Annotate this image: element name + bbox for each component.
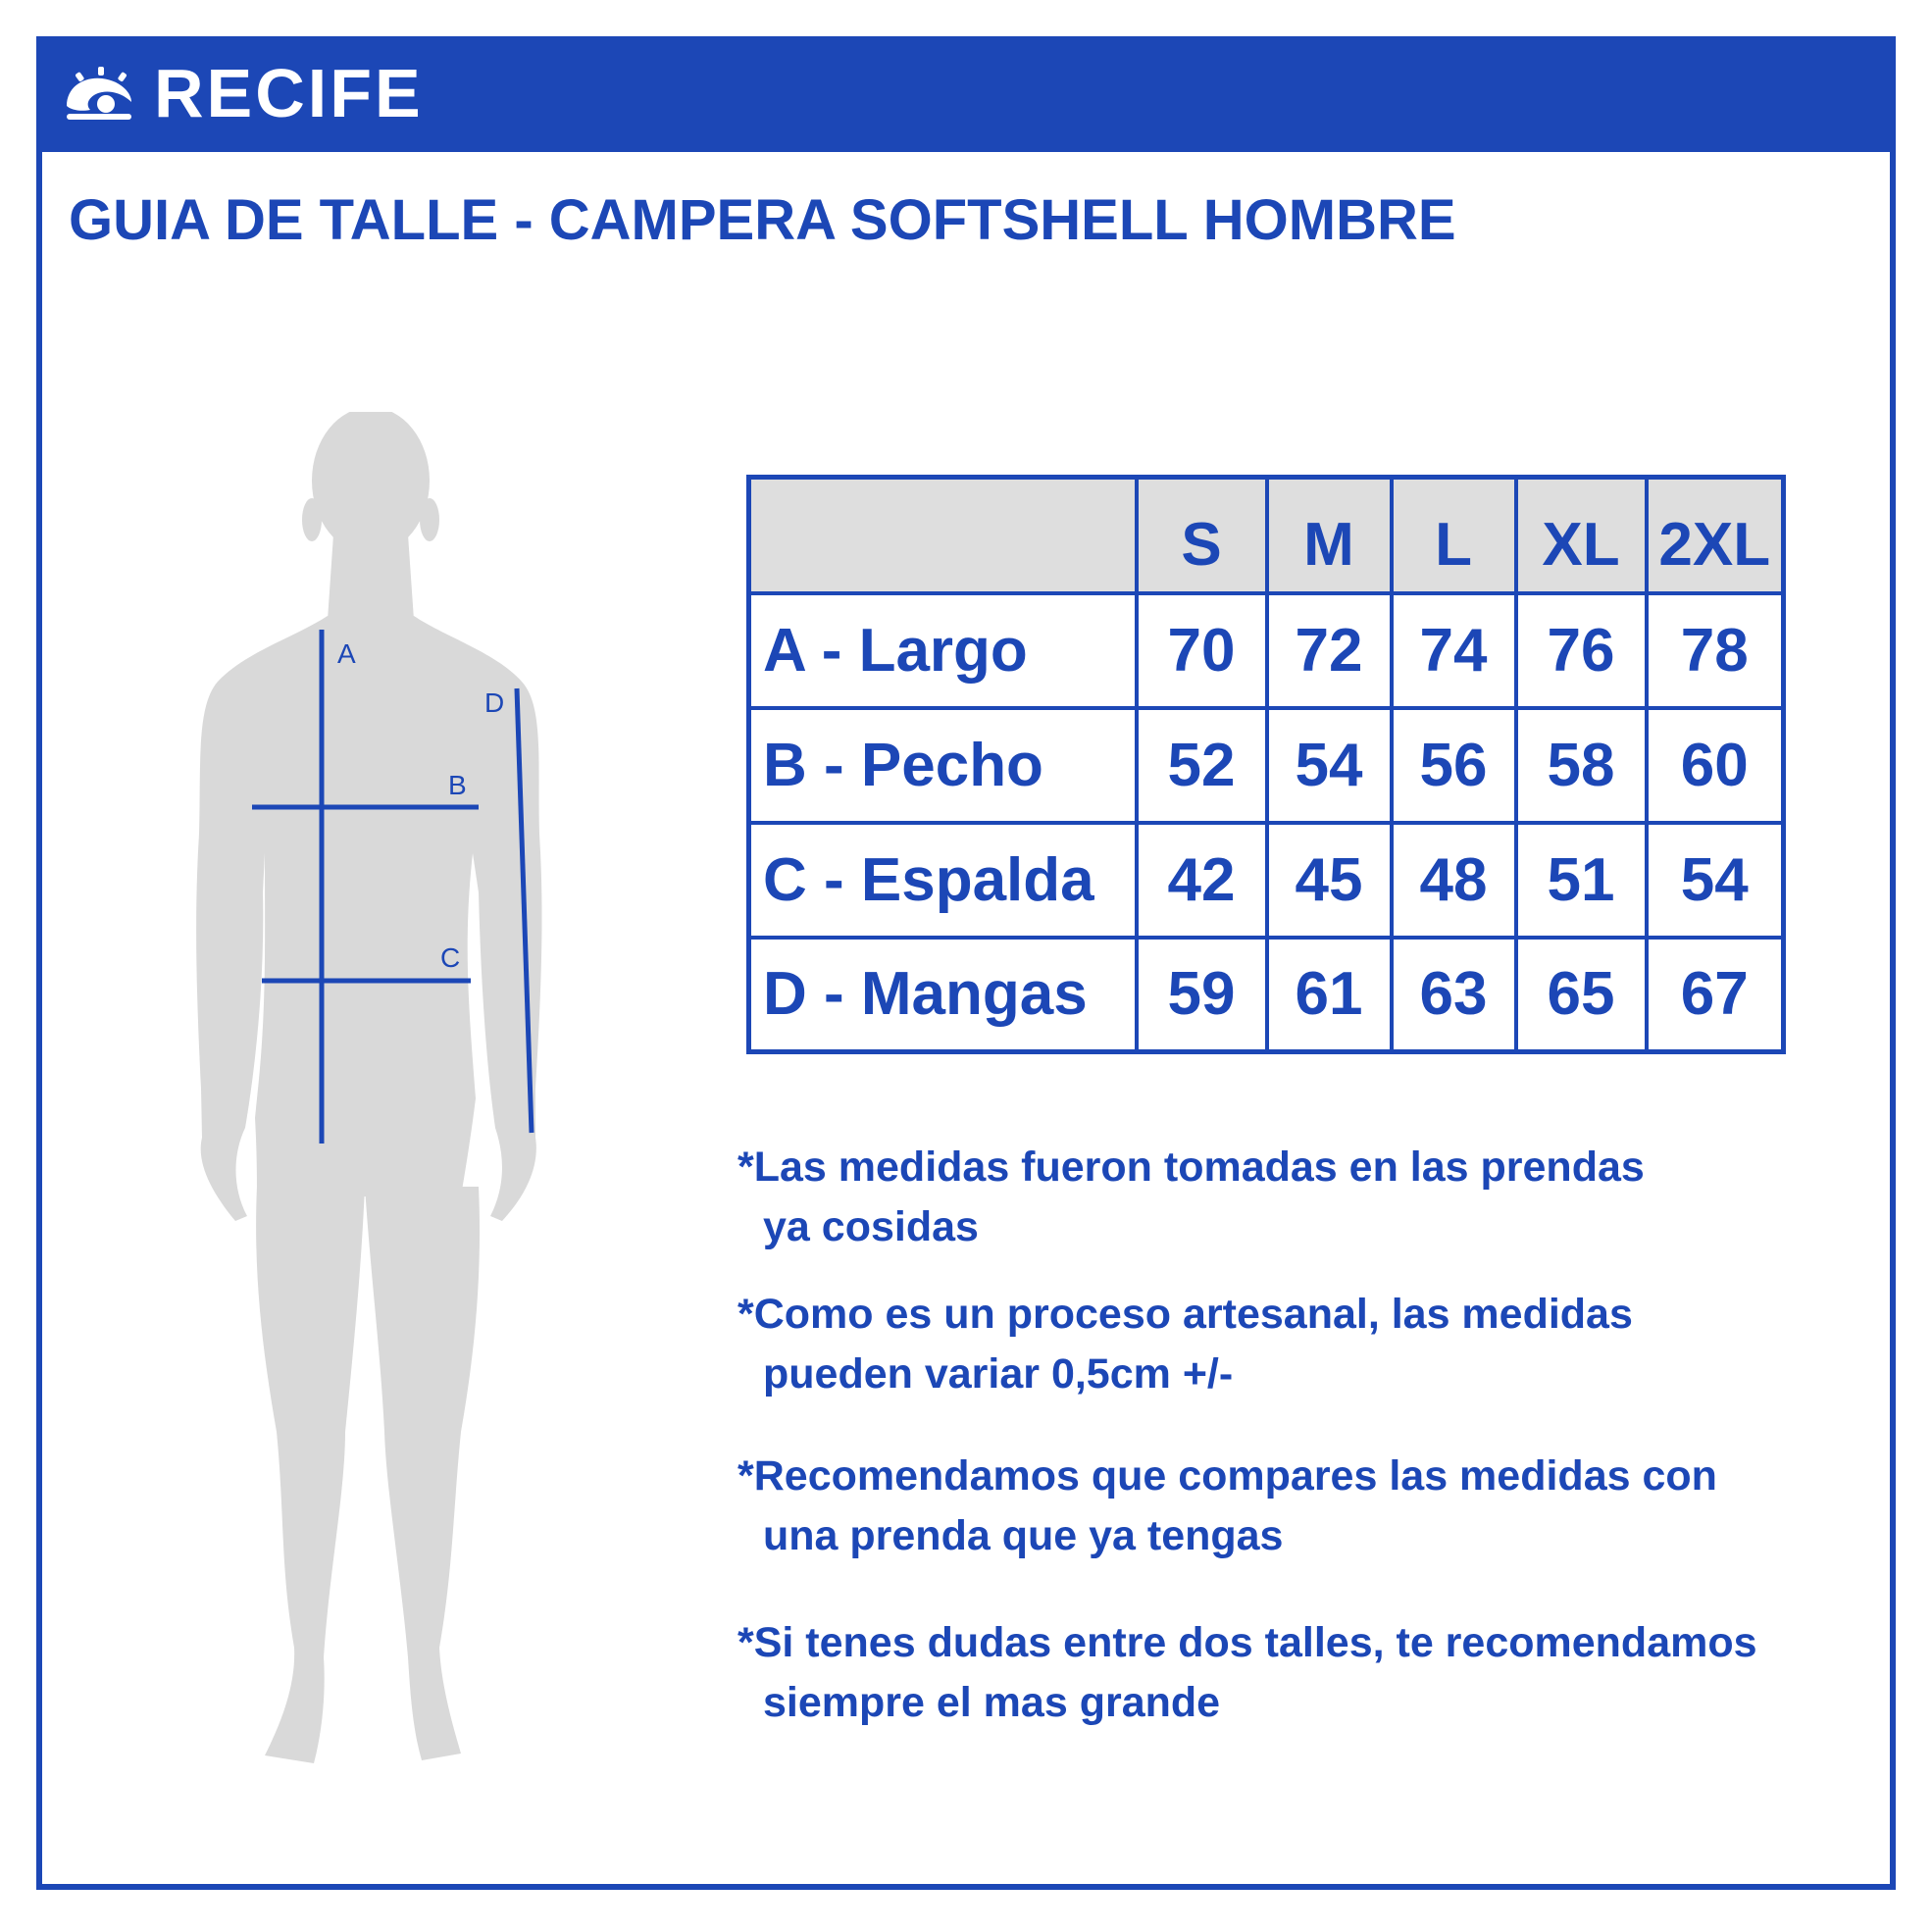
label-a: A (337, 638, 356, 669)
header-size-xl: XL (1516, 478, 1647, 593)
brand-name: RECIFE (154, 55, 424, 131)
note-line: *Recomendamos que compares las medidas con (737, 1452, 1717, 1500)
header-size-m: M (1267, 478, 1392, 593)
table-cell: 78 (1647, 593, 1784, 708)
table-cell: 48 (1392, 823, 1516, 938)
table-cell: 60 (1647, 708, 1784, 823)
table-cell: 54 (1267, 708, 1392, 823)
note-line: una prenda que ya tengas (763, 1512, 1284, 1559)
male-silhouette-icon (186, 412, 569, 1775)
row-label: A - Largo (749, 593, 1137, 708)
table-cell: 72 (1267, 593, 1392, 708)
table-cell: 70 (1137, 593, 1267, 708)
note-line: *Como es un proceso artesanal, las medidas (737, 1291, 1633, 1338)
table-cell: 45 (1267, 823, 1392, 938)
table-cell: 56 (1392, 708, 1516, 823)
label-d: D (484, 687, 505, 718)
table-cell: 58 (1516, 708, 1647, 823)
note-line: pueden variar 0,5cm +/- (763, 1350, 1234, 1398)
wave-sun-icon (63, 67, 139, 122)
header-empty-cell (749, 478, 1137, 593)
note-line: ya cosidas (763, 1203, 979, 1250)
note-line: *Las medidas fueron tomadas en las prendas (737, 1144, 1645, 1191)
table-cell: 54 (1647, 823, 1784, 938)
note-item (737, 1613, 1757, 1733)
table-header-row (749, 478, 1784, 593)
note-item (737, 1285, 1633, 1404)
label-b: B (448, 770, 467, 800)
row-label: B - Pecho (749, 708, 1137, 823)
note-line: siempre el mas grande (763, 1679, 1221, 1726)
table-row (749, 708, 1784, 823)
table-cell: 42 (1137, 823, 1267, 938)
page-title: GUIA DE TALLE - CAMPERA SOFTSHELL HOMBRE (69, 188, 1456, 252)
table-row (749, 593, 1784, 708)
table-cell: 65 (1516, 938, 1647, 1052)
note-item (737, 1138, 1645, 1257)
table-cell: 74 (1392, 593, 1516, 708)
table-cell: 76 (1516, 593, 1647, 708)
table-cell: 59 (1137, 938, 1267, 1052)
table-row (749, 823, 1784, 938)
size-table (746, 475, 1786, 1054)
table-row (749, 938, 1784, 1052)
header-size-l: L (1392, 478, 1516, 593)
table-cell: 67 (1647, 938, 1784, 1052)
header-size-s: S (1137, 478, 1267, 593)
row-label: C - Espalda (749, 823, 1137, 938)
note-line: *Si tenes dudas entre dos talles, te recomendamos (737, 1619, 1757, 1666)
label-c: C (440, 942, 461, 973)
row-label: D - Mangas (749, 938, 1137, 1052)
table-cell: 52 (1137, 708, 1267, 823)
table-cell: 51 (1516, 823, 1647, 938)
header-size-2xl: 2XL (1647, 478, 1784, 593)
note-item (737, 1447, 1717, 1566)
table-cell: 63 (1392, 938, 1516, 1052)
table-cell: 61 (1267, 938, 1392, 1052)
